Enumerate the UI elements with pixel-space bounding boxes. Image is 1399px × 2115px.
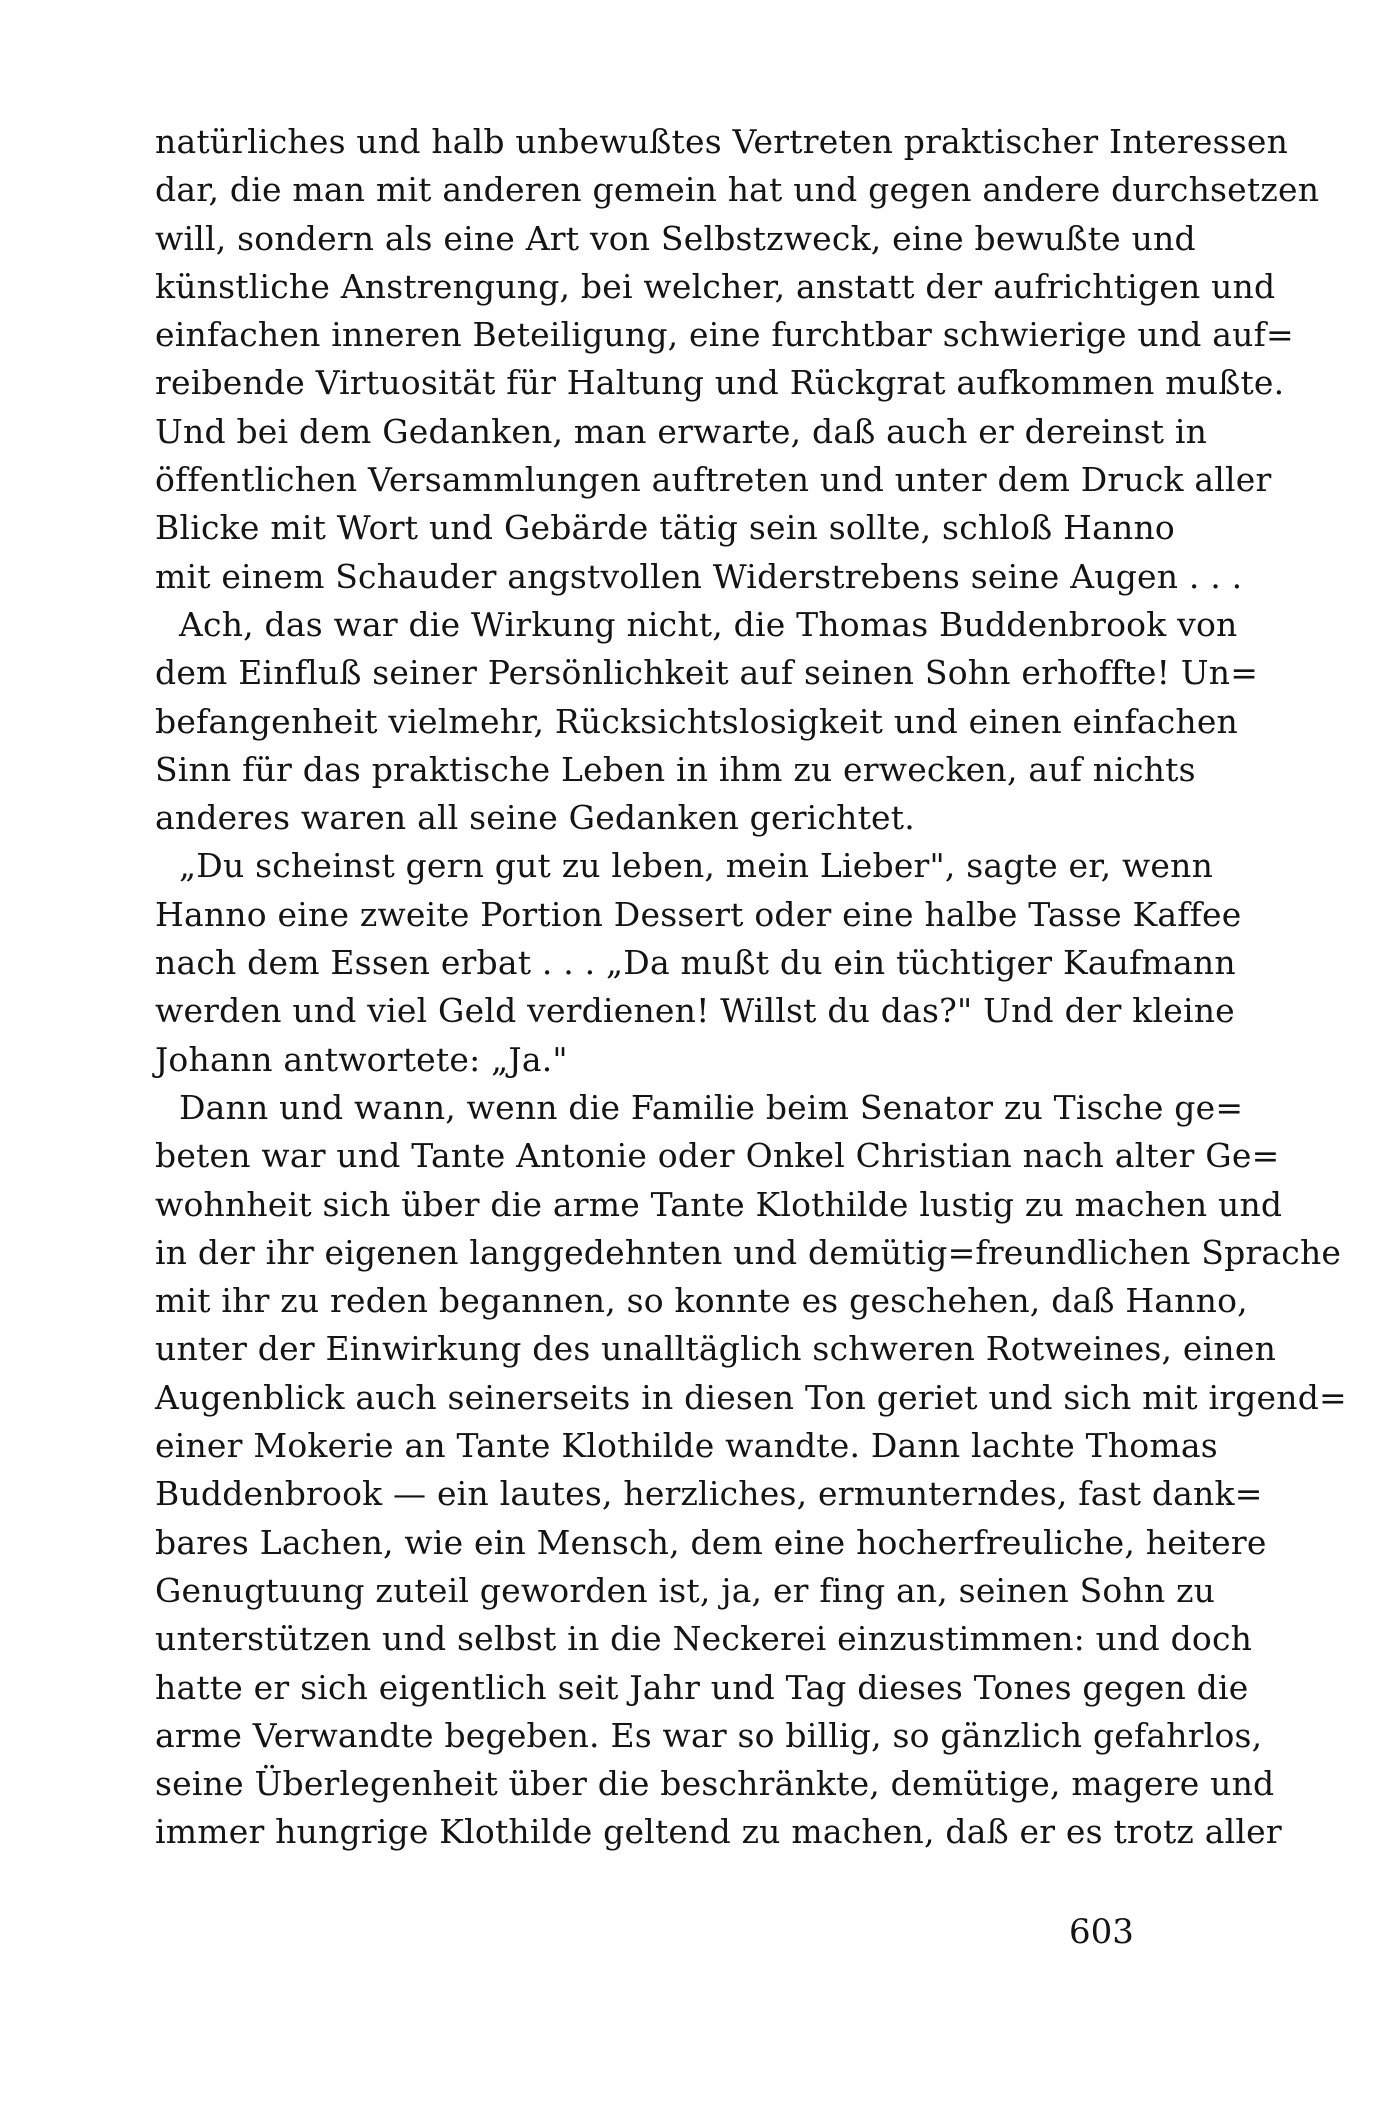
text-line: Sinn für das praktische Leben in ihm zu erwecken, auf nichts xyxy=(155,749,1196,789)
body-text xyxy=(155,118,1347,1857)
text-line: einer Mokerie an Tante Klothilde wandte. Dann lachte Thomas xyxy=(155,1426,1218,1466)
text-line: dem Einfluß seiner Persönlichkeit auf seinen Sohn erhoffte! Un= xyxy=(155,653,1259,693)
text-line: in der ihr eigenen langgedehnten und demütig=freundlichen Sprache xyxy=(155,1232,1342,1272)
text-line: anderes waren all seine Gedanken gerichtet. xyxy=(155,798,915,838)
text-line: Ach, das war die Wirkung nicht, die Thomas Buddenbrook von xyxy=(179,604,1238,644)
text-line: immer hungrige Klothilde geltend zu machen, daß er es trotz aller xyxy=(155,1812,1282,1852)
text-line: beten war und Tante Antonie oder Onkel Christian nach alter Ge= xyxy=(155,1136,1280,1176)
text-line: dar, die man mit anderen gemein hat und gegen andere durchsetzen xyxy=(155,170,1320,210)
text-line: „Du scheinst gern gut zu leben, mein Lieber", sagte er, wenn xyxy=(179,846,1214,886)
text-line: natürliches und halb unbewußtes Vertreten praktischer Interessen xyxy=(155,122,1289,161)
text-line: Und bei dem Gedanken, man erwarte, daß auch er dereinst in xyxy=(155,411,1208,451)
text-line: unterstützen und selbst in die Neckerei einzustimmen: und doch xyxy=(155,1619,1253,1659)
text-line: künstliche Anstrengung, bei welcher, anstatt der aufrichtigen und xyxy=(155,266,1276,306)
text-line: Johann antwortete: „Ja." xyxy=(155,1039,568,1079)
text-line: arme Verwandte begeben. Es war so billig, so gänzlich gefahrlos, xyxy=(155,1715,1263,1755)
text-line: Hanno eine zweite Portion Dessert oder eine halbe Tasse Kaffee xyxy=(155,894,1242,934)
text-line: mit ihr zu reden begannen, so konnte es geschehen, daß Hanno, xyxy=(155,1281,1248,1321)
text-line: Genugtuung zuteil geworden ist, ja, er fing an, seinen Sohn zu xyxy=(155,1570,1216,1610)
text-line: seine Überlegenheit über die beschränkte, demütige, magere und xyxy=(155,1764,1275,1804)
text-line: mit einem Schauder angstvollen Widerstrebens seine Augen . . . xyxy=(155,556,1243,596)
text-line: wohnheit sich über die arme Tante Klothilde lustig zu machen und xyxy=(155,1184,1283,1224)
text-line: befangenheit vielmehr, Rücksichtslosigkeit und einen einfachen xyxy=(155,701,1239,741)
text-line: bares Lachen, wie ein Mensch, dem eine hocherfreuliche, heitere xyxy=(155,1522,1267,1562)
text-line: öffentlichen Versammlungen auftreten und unter dem Druck aller xyxy=(155,460,1272,500)
page-number: 603 xyxy=(1069,1912,1134,1952)
text-line: Blicke mit Wort und Gebärde tätig sein sollte, schloß Hanno xyxy=(155,508,1175,548)
text-line: Dann und wann, wenn die Familie beim Senator zu Tische ge= xyxy=(179,1087,1244,1127)
text-line: hatte er sich eigentlich seit Jahr und Tag dieses Tones gegen die xyxy=(155,1667,1249,1707)
text-line: Augenblick auch seinerseits in diesen Ton geriet und sich mit irgend= xyxy=(155,1377,1347,1417)
text-line: reibende Virtuosität für Haltung und Rückgrat aufkommen mußte. xyxy=(155,363,1285,403)
text-line: einfachen inneren Beteiligung, eine furchtbar schwierige und auf= xyxy=(155,315,1294,355)
text-line: unter der Einwirkung des unalltäglich schweren Rotweines, einen xyxy=(155,1329,1277,1369)
text-line: will, sondern als eine Art von Selbstzweck, eine bewußte und xyxy=(155,218,1196,258)
text-line: werden und viel Geld verdienen! Willst du das?" Und der kleine xyxy=(155,991,1235,1031)
text-line: nach dem Essen erbat . . . „Da mußt du ein tüchtiger Kaufmann xyxy=(155,943,1236,983)
text-line: Buddenbrook — ein lautes, herzliches, ermunterndes, fast dank= xyxy=(155,1474,1263,1514)
